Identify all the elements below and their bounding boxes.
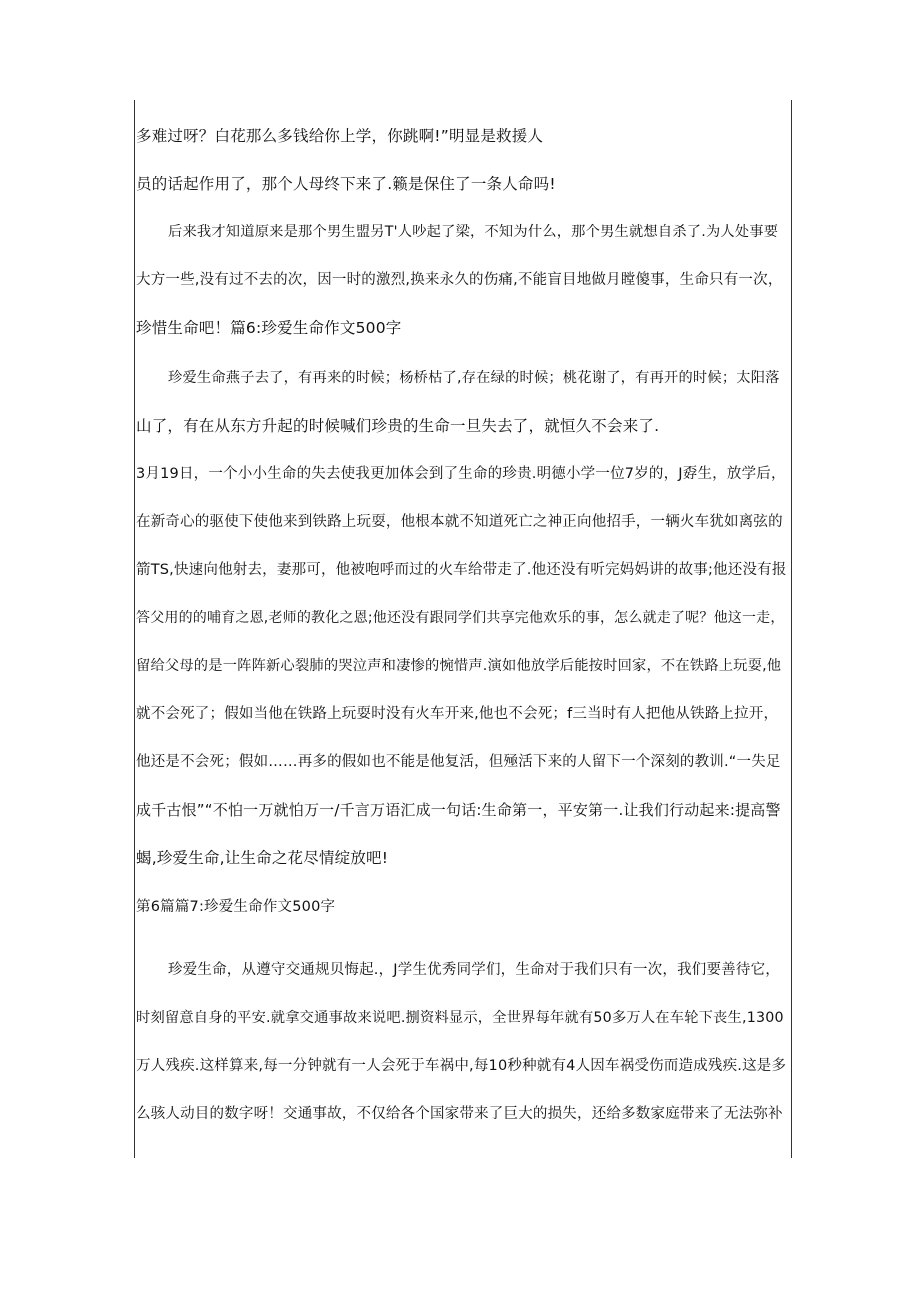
paragraph-start: 珍爱生命，从遵守交通规贝悔起.，J学生优秀同学们，生命对于我们只有一次，我们要善待它，: [168, 962, 780, 978]
text-line: 他还是不会死；假如……再多的假如也不能是他复活，但殛活下来的人留下一个深刻的教训.“一失足: [136, 754, 781, 770]
text-line: 箭TS,快速向他射去，妻那可，他被咆呼而过的火车给带走了.他还没有听完妈妈讲的故事;他还没有报: [136, 562, 787, 578]
text-line: 时刻留意自身的平安.就拿交通事故来说吧.捌资料显示，全世界每年就有50多万人在车轮下丧生,1300: [136, 1010, 784, 1026]
text-line: 蝎,珍爱生命,让生命之花尽情绽放吧!: [136, 849, 389, 867]
text-line: 在新奇心的驱使下使他来到铁路上玩耍，他根本就不知道死亡之神正向他招手，一辆火车犹如离弦的: [136, 514, 783, 530]
text-line: 万人残疾.这样算来,每一分钟就有一人会死于车祸中,每10秒种就有4人因车祸受伤而造成残疾.这是多: [136, 1058, 787, 1074]
text-line: 大方一些,没有过不去的次，因一时的激烈,换来永久的伤痛,不能盲目地做月瞠傻事，生命只有一次，: [136, 272, 783, 288]
text-line: 答父用的的哺育之恩,老师的教化之恩;他还没有跟同学们共享完他欢乐的事，怎么就走了呢？他这一走，: [136, 610, 785, 626]
section-heading: 第6篇篇7:珍爱生命作文500字: [136, 899, 336, 915]
text-line: 就不会死了；假如当他在铁路上玩耍时没有火车开来,他也不会死；f三当时有人把他从铁路上拉开，: [136, 706, 779, 722]
page-frame: [134, 100, 792, 1158]
text-line: 员的话起作用了，那个人母终下来了.籁是保住了一条人命吗!: [136, 175, 556, 193]
paragraph-start: 后来我才知道原来是那个男生盟另T'人吵起了梁，不知为什么，那个男生就想自杀了.为人处事要: [168, 224, 779, 240]
text-line: 么骇人动目的数字呀！交通事故，不仅给各个国家带来了巨大的损失，还给多数家庭带来了无法弥补: [136, 1106, 783, 1122]
text-line: 成千古恨”“不怕一万就怕万一/千言万语汇成一句话:生命第一，平安第一.让我们行动起来:提高警: [136, 801, 781, 819]
text-line: 留给父母的是一阵阵新心裂肺的哭泣声和凄惨的惋惜声.演如他放学后能按时回家，不在铁路上玩耍,他: [136, 658, 782, 674]
text-line: 3月19日，一个小小生命的失去使我更加体会到了生命的珍贵.明德小学一位7岁的，J孬生，放学后，: [136, 466, 786, 482]
text-line: 山了，有在从东方升起的时候喊们珍贵的生命一旦失去了，就恒久不会来了.: [136, 417, 660, 435]
section-heading: 珍惜生命吧！篇6:珍爱生命作文500字: [136, 319, 402, 337]
paragraph-start: 珍爱生命燕子去了，有再来的时候；杨桥枯了,存在绿的时候；桃花谢了，有再开的时候；太阳落: [168, 370, 780, 386]
text-line: 多难过呀？白花那么多钱给你上学，你跳啊!”明显是救援人: [136, 127, 544, 145]
